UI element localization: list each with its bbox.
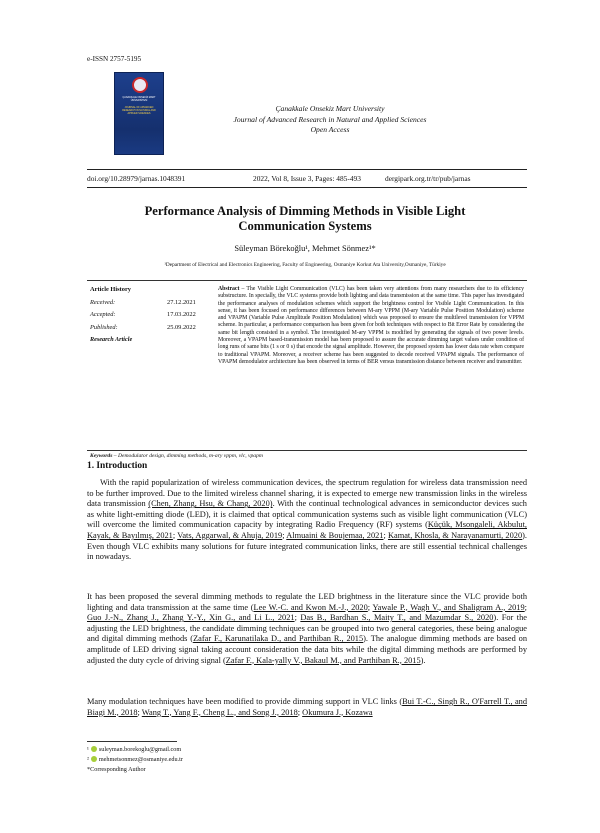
history-row-received: [90, 299, 205, 306]
header-rule-bottom: [87, 187, 527, 188]
citation-link[interactable]: Okumura J., Kozawa: [302, 707, 373, 717]
author-list: Süleyman Börekoğlu¹, Mehmet Sönmez¹*: [234, 244, 376, 253]
footnote-1: [87, 746, 181, 754]
journal-site-link[interactable]: dergipark.org.tr/tr/pub/jarnas: [385, 174, 471, 183]
citation-link[interactable]: Lee W.-C. and Kwon M.-J., 2020: [253, 602, 368, 612]
orcid-icon[interactable]: [91, 756, 97, 762]
open-access-label: Open Access: [310, 125, 350, 134]
paragraph-text: ;: [297, 707, 303, 717]
abstract-block: [218, 286, 524, 366]
university-seal-icon: [132, 77, 148, 93]
paragraph-text: ). Even though VLC exhibits many solutions for future integrated communication links, there are still essential technical challenges in nowadays.: [87, 530, 527, 562]
article-type: Research Article: [90, 336, 133, 343]
journal-cover-image: [114, 72, 164, 155]
paragraph-text: It has been proposed the several dimming methods to regulate the LED brightness in the literature since the VLC provide both lighting and data transmission at the same time (: [87, 592, 527, 612]
intro-paragraph-1: [87, 478, 527, 563]
paragraph-text: ). For the adjusting the LED brightness, the candidate dimming techniques can be grouped into two general categories, these being analogue and digital dimming methods (: [87, 613, 527, 644]
citation-link[interactable]: Zafar F., Karunatilaka D., and Parthiban R., 2015: [193, 634, 364, 644]
history-value: 27.12.2021: [167, 299, 196, 306]
footnote-rule: [87, 741, 177, 742]
paragraph-text: ). The analogue dimming methods are based on amplitude of LED driving signal taking account consideration the data bits while the digital dimming methods are performed by adjusted the duty cycle of driving signal (: [87, 634, 527, 665]
cover-university-text: ÇANAKKALE ONSEKİZ MART ÜNİVERSİTESİ: [122, 96, 156, 102]
citation-link[interactable]: Almuaini & Boujemaa, 2021: [286, 530, 384, 540]
abstract-rule-top: [87, 280, 527, 281]
footnote-2: [87, 756, 183, 764]
volume-info: 2022, Vol 8, Issue 3, Pages: 485-493: [253, 174, 361, 183]
doi-link[interactable]: doi.org/10.28979/jarnas.1048391: [87, 174, 186, 183]
orcid-icon[interactable]: [91, 746, 97, 752]
citation-link[interactable]: Wang T., Yang F., Cheng L., and Song J., 2018: [141, 707, 298, 717]
intro-paragraph-2: [87, 592, 527, 666]
citation-link[interactable]: Kamat, Khosla, & Narayanamurti, 2020: [387, 530, 523, 540]
paper-title: Performance Analysis of Dimming Methods in Visible Light Communication Systems: [144, 204, 466, 233]
paragraph-text: ;: [367, 602, 373, 612]
citation-link[interactable]: Das B., Bardhan S., Maity T., and Mazumdar S., 2020: [300, 613, 494, 623]
corresponding-author-note: *Corresponding Author: [87, 766, 146, 773]
keywords-line: [90, 453, 263, 459]
history-label: Received:: [90, 299, 116, 306]
footnote-mark: ²: [87, 756, 89, 763]
history-value: 25.09.2022: [167, 324, 196, 331]
paragraph-text: ).: [420, 655, 426, 665]
paragraph-text: . With the continual technological advances in semiconductor devices such as white light-emitting diode (LED), it is claimed that optical communication systems such as visible light communication (VLC) will overcome the limited communication capacity by integrating Radio Frequency (RF) systems (: [87, 499, 527, 530]
history-row-accepted: [90, 311, 205, 318]
issn-label: e-ISSN 2757-5195: [87, 55, 142, 63]
citation-link[interactable]: Vats, Aggarwal, & Ahuja, 2019: [177, 530, 283, 540]
history-row-published: [90, 324, 205, 331]
paragraph-text: ;: [383, 530, 388, 540]
abstract-rule-bottom: [87, 450, 527, 451]
paragraph-text: With the rapid popularization of wireless communication devices, the spectrum regulation for wireless data transmission need to be further improved. Due to the limited wireless channel sharing, it is expected to emerge new transmission links in the wireless data transmission: [87, 478, 527, 509]
section-heading-introduction: 1. Introduction: [87, 461, 148, 471]
citation-link[interactable]: (Chen, Zhang, Hsu, & Chang, 2020): [148, 499, 273, 509]
footnote-mark: ¹: [87, 746, 89, 753]
header-rule-top: [87, 169, 527, 170]
paragraph-text: ;: [294, 613, 301, 623]
paragraph-text: ;: [137, 707, 142, 717]
intro-paragraph-3: [87, 697, 527, 718]
history-value: 17.03.2022: [167, 311, 196, 318]
keywords-label: Keywords: [90, 453, 113, 459]
history-label: Published:: [90, 324, 118, 331]
paragraph-text: Many modulation techniques have been modified to provide dimming support in VLC links (: [87, 697, 403, 706]
article-history-heading: Article History: [90, 286, 131, 293]
paragraph-text: ;: [282, 530, 287, 540]
history-label: Accepted:: [90, 311, 116, 318]
citation-link[interactable]: Guo J.-N., Zhang J., Zhang Y.-Y., Xin G., and Li L., 2021: [87, 613, 295, 623]
abstract-text: – The Visible Light Communication (VLC) has been taken very attentions from many researchers due to its efficiency substructure. In specially, the VLC systems provide both lighting and data transmission at the same time. This paper has investigated the performance analyses of modulation schemes which support the brightness control for Visible Light Communication. In this sense, it has been focused on performance differences between M-ary VPPM (M-ary Variable Pulse Position Modulation) scheme and VPAPM (Variable Pulse Amplitude Position Modulation) which was proposed to ensure the multilevel transmission for VPPM scheme. In particular, a performance comparison has been given for both techniques with respect to Bit Error Rate by considering the same bit length consisted in a symbol. The investigated M-ary VPPM is modified by generating the signals of two power levels. Moreover, a VPAPM based-transmission model has been proposed to assure the accurate dimming target values under condition of long runs of same bits (1 s or 0 s) that encode the signal amplitude. However, the proposed system has lower data rate when compare to traditional VPAPM. Moreover, a receiver scheme has been suggested to decode received VPAPM signals. The performance of VPAPM demodulator architecture has been observed in terms of BER versus transmission distance between receiver and transmitter.: [218, 286, 524, 365]
citation-link[interactable]: Bui T.-C., Singh R., O'Farrell T., and Biagi M., 2018: [87, 697, 527, 717]
journal-info: [170, 104, 490, 136]
paragraph-text: ;: [524, 602, 527, 612]
abstract-label: Abstract: [218, 286, 240, 292]
paragraph-text: ;: [172, 530, 178, 540]
keywords-text: – Demodulator design, dimming methods, m-ary vppm, vlc, vpapm: [112, 453, 263, 459]
cover-journal-text: JOURNAL OF ADVANCED RESEARCH IN NATURAL AND APPLIED SCIENCES: [122, 106, 156, 115]
citation-link[interactable]: Zafar F., Kala-yally V., Bakaul M., and Parthiban R., 2015: [225, 655, 421, 665]
journal-name: Journal of Advanced Research in Natural and Applied Sciences: [233, 114, 427, 124]
author-email[interactable]: mehmetsonmez@osmaniye.edu.tr: [98, 756, 183, 763]
citation-link[interactable]: Küçük, Msongaleli, Akbulut, Kayak, & Bayılmış, 2021: [87, 520, 527, 540]
affiliation: ¹Department of Electrical and Electronics Engineering, Faculty of Engineering, Osmaniye Korkut Ata University,Osmaniye, Türkiye: [164, 262, 446, 268]
university-name: Çanakkale Onsekiz Mart University: [275, 104, 385, 113]
citation-link[interactable]: Yawale P., Wagh V., and Shaligram A., 2019: [372, 602, 525, 612]
author-email[interactable]: suleyman.borekoglu@gmail.com: [98, 746, 182, 753]
